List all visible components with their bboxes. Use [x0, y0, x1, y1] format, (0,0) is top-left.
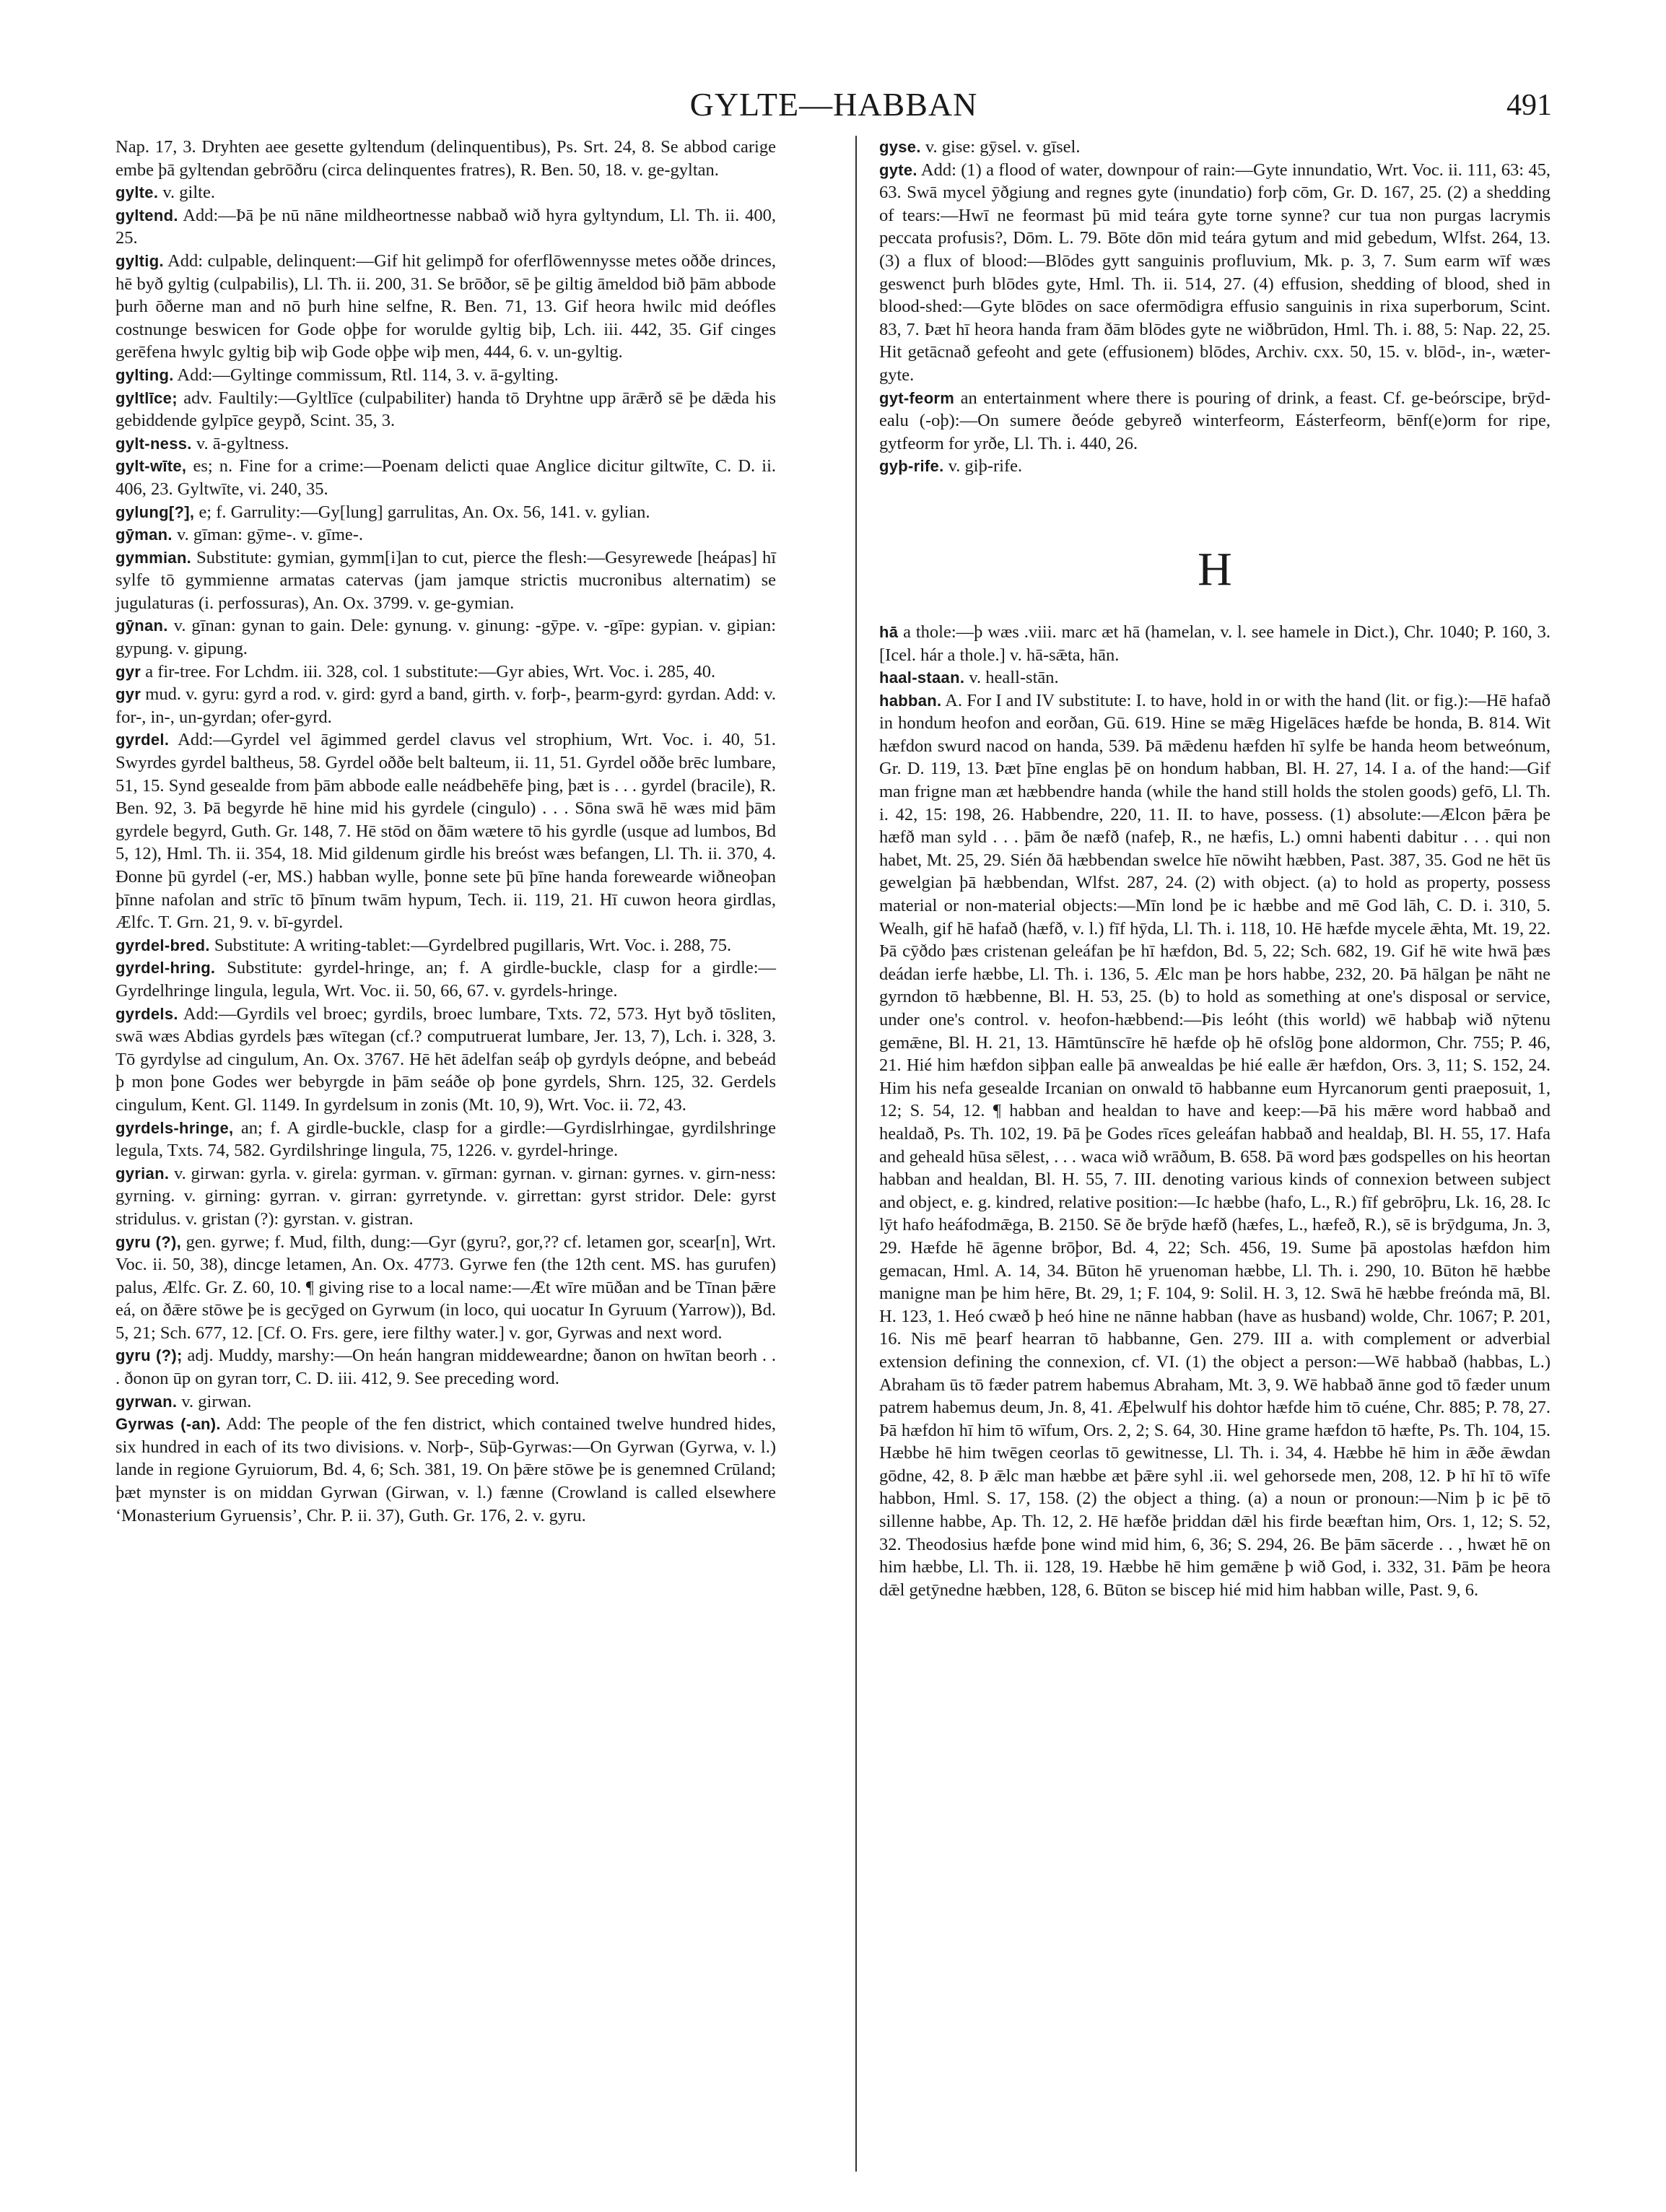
dictionary-entry	[115, 501, 776, 524]
dictionary-entry	[115, 387, 776, 432]
entry-text: Add: (1) a flood of water, downpour of rain:—Gyte innundatio, Wrt. Voc. ii. 111, 63: 45, 63. Swā mycel ȳðgiung and regnes gyte (inundatio) forþ cōm, Gr. D. 167, 25. (2) a shedding of tears:—Hwī ne feormast þū mid teára gyte torne synne? cur tua non purgas lacrymis peccata profusis?, Dōm. L. 79. Bōte dōn mid teára gytum and mid gebedum, Wlfst. 264, 13. (3) a flux of blood:—Blōdes gytt sanguinis profluvium, Mk. p. 3, 7. Sum earm wīf wæs geswenct þurh blōdes gyte, Hml. Th. ii. 514, 27. (4) effusion, shedding of blood, shed in blood-shed:—Gyte blōdes on sace ofermōdigra effusio sanguinis in rixa superborum, Scint. 83, 7. Þæt hī heora handa fram ðām blōdes gyte ne wiðbrūdon, Hml. Th. i. 88, 5: Nap. 22, 25. Hit getācnað gefeoht and gete (effusionem) blōdes, Archiv. cxx. 50, 15. v. blōd-, in-, wæter-gyte.	[879, 160, 1551, 385]
entry-text: an; f. A girdle-buckle, clasp for a girdle:—Gyrdislrhingae, gyrdilshringe legula, Txts. 74, 582. Gyrdilshringe lingula, 75, 1226. v. gyrdel-hringe.	[115, 1118, 776, 1161]
entry-headword: gyrian.	[115, 1164, 170, 1183]
dictionary-entry	[115, 728, 776, 933]
entry-text: e; f. Garrulity:—Gy[lung] garrulitas, An. Ox. 56, 141. v. gylian.	[199, 502, 650, 522]
entry-headword: gyte.	[879, 160, 917, 179]
entry-text: Add:—Gyrdel vel āgimmed gerdel clavus vel strophium, Wrt. Voc. i. 40, 51. Swyrdes gyrdel baltheus, 58. Gyrdel oððe belt balteum, ii. 11, 51. Gyrdel oððe brēc lumbare, 51, 15. Synd gesealde from þām abbode ealle neádbehēfe þing, þæt is . . . gyrdel (bracile), R. Ben. 92, 3. Þā begyrde hē hine mid his gyrdele (cingulo) . . . Sōna swā hē wæs mid þām gyrdele begyrd, Guth. Gr. 148, 7. Hē stōd on ðām wætere tō his gyrdle (usque ad lumbos, Bd 5, 12), Hml. Th. ii. 354, 18. Mid gildenum girdle his breóst wæs befangen, Ll. Th. ii. 370, 4. Ðonne þū gyrdel (-er, MS.) habban wylle, þonne sete þū þīne handa forewearde wiðneoþan þīnne nafolan and strīc tō þīnum twām hypum, Tech. ii. 119, 21. Hī cuwon heora girdlas, Ælfc. T. Grn. 21, 9. v. bī-gyrdel.	[115, 730, 776, 933]
dictionary-entry	[115, 1231, 776, 1345]
entry-text: gen. gyrwe; f. Mud, filth, dung:—Gyr (gyru?, gor,?? cf. letamen gor, scear[n], Wrt. Voc. ii. 50, 38), dincge letamen, An. Ox. 4773. Gyrwe fen (the 12th cent. MS. has gurufen) palus, Ælfc. Gr. Z. 60, 10. ¶ giving rise to a local name:—Æt wīre mūðan and be Tīnan þǣre eá, on ðǣre stōwe þe is gecȳged on Gyrwum (in loco, qui uocatur In Gyruum (Yarrow)), Bd. 5, 21; Sch. 677, 12. [Cf. O. Frs. gere, iere filthy water.] v. gor, Gyrwas and next word.	[115, 1232, 776, 1343]
entry-headword: gyru (?),	[115, 1232, 182, 1251]
dictionary-entry	[115, 547, 776, 615]
entry-headword: gyse.	[879, 138, 921, 156]
dictionary-entry	[115, 455, 776, 500]
entry-headword: gȳnan.	[115, 617, 168, 635]
entry-headword: gyrdel-hring.	[115, 959, 216, 977]
dictionary-entry	[879, 455, 1551, 478]
page-number: 491	[1506, 89, 1552, 122]
entry-headword: gyr	[115, 662, 141, 681]
entry-text: v. heall-stān.	[969, 668, 1059, 688]
entry-text: v. gīnan: gynan to gain. Dele: gynung. v. ginung: -gȳpe. v. -gīpe: gypian. v. gipian: gypung. v. gipung.	[115, 616, 777, 659]
dictionary-entry	[115, 523, 776, 547]
section-letter-heading: H	[1198, 542, 1232, 596]
dictionary-entry	[879, 159, 1551, 387]
entry-headword: gylt-wīte,	[115, 457, 187, 476]
dictionary-entry	[879, 666, 1551, 689]
entry-text: Substitute: A writing-tablet:—Gyrdelbred pugillaris, Wrt. Voc. i. 288, 75.	[214, 935, 732, 955]
entry-headword: gyltlīce;	[115, 388, 178, 407]
entry-text: mud. v. gyru: gyrd a rod. v. gird: gyrd a band, girth. v. forþ-, þearm-gyrd: gyrdan. Add: v. for-, in-, un-gyrdan; ofer-gyrd.	[115, 684, 776, 727]
entry-text: es; n. Fine for a crime:—Poenam delicti quae Anglice dicitur giltwīte, C. D. ii. 406, 23. Gyltwīte, vi. 240, 35.	[115, 456, 777, 499]
dictionary-entry	[115, 683, 776, 728]
entry-headword: gyrdel-bred.	[115, 936, 210, 954]
entry-headword: gyltig.	[115, 251, 164, 270]
entry-headword: gȳman.	[115, 526, 173, 544]
dictionary-entry	[115, 1413, 776, 1527]
page-header	[115, 85, 1552, 129]
dictionary-entry	[115, 614, 776, 660]
entry-text: Add: The people of the fen district, which contained twelve hundred hides, six hundred in each of its two divisions. v. Norþ-, Sūþ-Gyrwas:—On Gyrwan (Gyrwa, v. l.) lande in regione Gyruiorum, Bd. 4, 6; Sch. 381, 19. On þǣre stōwe þe is genemned Crūland; þæt mynster is on middan Gyrwan (Girwan, v. l.) fænne (Crowland is called elsewhere ‘Monasterium Gyruensis’, Chr. P. ii. 37), Guth. Gr. 176, 2. v. gyru.	[115, 1414, 776, 1525]
entry-headword: gyrdel.	[115, 731, 170, 749]
dictionary-entry	[115, 661, 776, 684]
entry-headword: gyt-feorm	[879, 388, 955, 407]
entry-headword: gyrdels.	[115, 1004, 178, 1023]
dictionary-entry	[115, 1162, 776, 1231]
entry-text: adj. Muddy, marshy:—On heán hangran middeweardne; ðanon on hwītan beorh . . . ðonon ūp on gyran torr, C. D. iii. 412, 9. See preceding word.	[115, 1346, 777, 1389]
entry-text: Add:—Þā þe nū nāne mildheortnesse nabbað wið hyra gyltyndum, Ll. Th. ii. 400, 25.	[115, 205, 776, 248]
dictionary-entry	[115, 934, 776, 957]
dictionary-entry	[879, 136, 1551, 159]
entry-headword: haal-staan.	[879, 669, 965, 687]
entry-text: an entertainment where there is pouring of drink, a feast. Cf. ge-beórscipe, brȳd-ealu (-oþ):—On sumere ðeóde gebyreð winterfeorm, Eásterfeorm, bēnf(e)orm for ripe, gytfeorm for yrðe, Ll. Th. i. 440, 26.	[879, 388, 1551, 453]
entry-text: Substitute: gyrdel-hringe, an; f. A girdle-buckle, clasp for a girdle:—Gyrdelhringe lingula, legula, Wrt. Voc. ii. 50, 66, 67. v. gyrdels-hringe.	[115, 958, 776, 1001]
dictionary-entry	[879, 387, 1551, 456]
entry-text: v. girwan.	[181, 1391, 252, 1411]
dictionary-entry	[115, 432, 776, 456]
right-column-entries-top	[879, 136, 1551, 478]
entry-text: v. giþ-rife.	[948, 456, 1023, 476]
entry-headword: habban.	[879, 691, 942, 710]
dictionary-entry	[115, 136, 776, 181]
entry-headword: gyrwan.	[115, 1392, 178, 1411]
dictionary-entry	[115, 1003, 776, 1117]
dictionary-entry	[115, 1390, 776, 1414]
entry-text: a thole:—þ wæs .viii. marc æt hā (hamelan, v. l. see hamele in Dict.), Chr. 1040; P. 160, 3. [Icel. hár a thole.] v. hā-sǣta, hān.	[879, 622, 1551, 665]
entry-headword: gyru (?);	[115, 1346, 183, 1365]
dictionary-entry	[115, 957, 776, 1002]
dictionary-entry	[115, 1117, 776, 1162]
entry-text: Substitute: gymian, gymm[i]an to cut, pierce the flesh:—Gesyrewede [heápas] hī sylfe tō gymmienne armatas catervas (jam jamque strictis mucronibus alternatim) se jugulaturas (i. perfossuras), An. Ox. 3799. v. ge-gymian.	[115, 547, 776, 613]
entry-headword: gylte.	[115, 183, 159, 202]
right-column	[879, 136, 1551, 1601]
dictionary-entry	[879, 689, 1551, 1602]
entry-headword: gylting.	[115, 365, 174, 384]
entry-headword: gyr	[115, 685, 141, 704]
entry-headword: gyltend.	[115, 206, 178, 225]
dictionary-entry	[115, 250, 776, 364]
entry-text: v. ā-gyltness.	[196, 433, 289, 453]
dictionary-entry	[115, 364, 776, 387]
dictionary-entry	[115, 204, 776, 250]
right-column-entries-bottom	[879, 621, 1551, 1602]
dictionary-entry	[115, 1344, 776, 1390]
entry-headword: hā	[879, 622, 899, 641]
entry-text: v. gīman: gȳme-. v. gīme-.	[176, 525, 364, 545]
entry-headword: gylt-ness.	[115, 434, 192, 453]
dictionary-entry	[879, 621, 1551, 666]
entry-headword: Gyrwas (-an).	[115, 1415, 221, 1434]
entry-text: Nap. 17, 3. Dryhten aee gesette gyltendum (delinquentibus), Ps. Srt. 24, 8. Se abbod carige embe þā gyltendan gebrōðru (circa delinquentes fratres), R. Ben. 50, 18. v. ge-gyltan.	[115, 137, 776, 180]
entry-text: v. gise: gȳsel. v. gīsel.	[925, 137, 1081, 157]
dictionary-entry	[115, 181, 776, 204]
entry-text: Add:—Gyltinge commissum, Rtl. 114, 3. v. ā-gylting.	[177, 365, 559, 385]
entry-text: v. gilte.	[162, 183, 215, 203]
entry-text: v. girwan: gyrla. v. girela: gyrman. v. gīrman: gyrnan. v. girnan: gyrnes. v. girn-ness: gyrning. v. girning: gyrran. v. girran: gyrretynde. v. girrettan: gyrst stridor. Dele: gyrst stridulus. v. gristan (?): gyrstan. v. gistran.	[115, 1163, 777, 1229]
entry-text: Add: culpable, delinquent:—Gif hit gelimpð for oferflōwennysse metes oððe drinces, hē byð gyltig (culpabilis), Ll. Th. ii. 200, 31. Se brōðor, sē þe giltig āmeldod bið þām abbode þurh ōðerne man and nō þurh hine selfne, R. Ben. 71, 13. Gif heora hwilc mid deófles costnunge beswicen for Gode oþþe for worulde gyltig biþ, Lch. iii. 442, 35. Gif cinges gerēfena hwylc gyltig biþ wiþ Gode oþþe wiþ men, 444, 6. v. un-gyltig.	[115, 251, 776, 362]
entry-text: A. For I and IV substitute: I. to have, hold in or with the hand (lit. or fig.):—Hē hafað in hondum heofon and eorðan, Gū. 619. Hine se mǣg Higelāces hæfde be honda, B. 814. Wit hæfdon swurd nacod on handa, 539. Þā mǣdenu hæfden hī sylfe be handa heom betweónum, Gr. D. 119, 13. Þæt þīne englas þē on hondum habban, Bl. H. 27, 14. I a. of the hand:—Gif man frigne man æt hæbbendre handa (while the hand still holds the stolen goods) gefō, Ll. Th. i. 42, 15: 198, 26. Habbendre, 220, 11. II. to have, possess. (1) absolute:—Ælcon þǣra þe hæfð man syld . . . þām ðe næfð (nafeþ, R., ne hæfis, L.) omni habenti dabitur . . . qui non habet, Mt. 25, 29. Sién ðā hæbbendan swelce hīe nōwiht hæbben, Past. 387, 35. God ne hēt ūs gewelgian þā hæbbendan, Wlfst. 287, 24. (2) with object. (a) to hold as property, possess material or non-material objects:—Mīn lond þe ic hæbbe and mē God lāh, C. D. i. 310, 5. Wealh, gif hē hafað (hæfð, v. l.) fīf hȳda, Ll. Th. i. 118, 10. Hē hæfde mycele ǣhta, Mt. 19, 22. Þā cȳðdo þæs cristenan geleáfan þe hī hæfdon, Bd. 5, 22; Sch. 682, 19. Gif hē wite hwā þæs deádan ierfe hæbbe, Ll. Th. i. 136, 5. Ælc man þe hors habbe, 232, 20. Þā hālgan þe nāht ne gyrndon tō hæbbenne, Bl. H. 53, 25. (b) to hold as something at one's disposal or service, under one's control. v. heofon-hæbbend:—Þis leóht (this world) wē habbaþ wið nȳtenu gemǣne, Bl. H. 21, 13. Hāmtūnscīre hē hæfde oþ hē ofslōg þone aldormon, Chr. 755; P. 46, 21. Hié him hæfdon siþþan ealle þā anwealdas þe hié ealle ǣr hæfdon, Ors. 3, 11; S. 152, 24. Him his nefa gesealde Ircanian on onwald tō habbanne eum Hyrcanorum genti praeposuit, 1, 12; S. 54, 12. ¶ habban and healdan to have and keep:—Þā his mǣre word habbað and healdað, Ps. Th. 102, 19. Þā þe Godes rīces geleáfan habbað and healdaþ, Bl. H. 55, 17. Hafa and geheald hūsa sēlest, . . . waca wið wrāðum, B. 658. Þā word þæs godspelles on his heortan habban and healdan, Bl. H. 55, 7. III. denoting various kinds of connexion between subject and object, e. g. kindred, relative position:—Ic hæbbe (hafo, L., R.) fīf gebrōþru, Lk. 16, 28. Ic lȳt hafo heáfodmǣga, B. 2150. Sē ðe brȳde hæfð (hæfes, L., hæfeð, R.), sē is brȳdguma, Jn. 3, 29. Hæfde hē āgenne brōþor, Bd. 4, 22; Sch. 456, 19. Sume þā apostolas hæfdon him gemacan, Hml. A. 14, 34. Būton hē yruenoman hæbbe, Ll. Th. i. 290, 10. Būton hē hæbbe manigne man þe him hēre, Bt. 29, 1; F. 104, 9: Solil. H. 3, 12. Swā hē hæbbe freónda mā, Bl. H. 123, 1. Heó cwæð þ heó hine ne nānne habban (have as husband) wolde, Chr. 1067; P. 201, 16. Nis mē þearf hearran tō habbanne, Gen. 279. III a. with complement or adverbial extension defining the connexion, cf. VI. (1) the object a person:—Wē habbað (habbas, L.) Abraham ūs tō fæder patrem habemus Abraham, Mt. 3, 9. Wē habbað ānne god tō fæder unum patrem habemus deum, Jn. 8, 41. Æþelwulf his dohtor hæfde him tō cuéne, Chr. 885; P. 78, 27. Þā hæfdon hī him tō wīfum, Ors. 2, 2; S. 64, 30. Hine grame hæfdon tō hæfte, Ps. Th. 104, 15. Hæbbe hē him twēgen ceorlas tō gewitnesse, Ll. Th. i. 34, 4. Hæbbe hē him in ǣðe ǣwdan gōdne, 42, 8. Þ ǣlc man hæbbe æt þǣre syhl .ii. wel gehorsede men, 208, 12. Þ hī hī tō wīfe habbon, Hml. S. 17, 158. (2) the object a thing. (a) a noun or pronoun:—Nim þ ic þē tō sillenne habbe, Ap. Th. 12, 2. Hē hæfðe þriddan dǣl his firde beæftan him, Ors. 1, 12; S. 52, 32. Theodosius hæfde þone wind mid him, 6, 36; S. 294, 26. Be þām sācerde . . , hwæt hē on him hæbbe, Ll. Th. ii. 128, 19. Hæbbe hē him gemǣne þ wið God, i. 332, 31. Þām þe heora dǣl getȳnedne hæbben, 128, 6. Būton se biscep hié mid him habban wille, Past. 9, 6.	[879, 690, 1551, 1600]
column-divider	[855, 136, 857, 2172]
entry-headword: gymmian.	[115, 548, 192, 567]
entry-headword: gyþ-rife.	[879, 457, 944, 476]
running-title: GYLTE—HABBAN	[689, 86, 978, 123]
entry-headword: gyrdels-hringe,	[115, 1118, 234, 1137]
entry-text: adv. Faultily:—Gyltlīce (culpabiliter) handa tō Dryhtne upp ārǣrð sē þe dǣda his gebiddende gylpīce geypð, Scint. 35, 3.	[115, 388, 776, 431]
entry-text: a fir-tree. For Lchdm. iii. 328, col. 1 substitute:—Gyr abies, Wrt. Voc. i. 285, 40.	[145, 661, 716, 682]
entry-text: Add:—Gyrdils vel broec; gyrdils, broec lumbare, Txts. 72, 573. Hyt byð tōsliten, swā wæs Abdias gyrdels þæs wītegan (cf.? computruerat lumbare, Jer. 13, 7), Lch. i. 328, 3. Tō gyrdylse ad cingulum, An. Ox. 3767. Hē hēt ādelfan seáþ oþ gyrdyls deópne, and bebeád þ mon þone Godes wer bebyrgde in þām seáðe oþ þone gyrdels, Shrn. 125, 32. Gerdels cingulum, Kent. Gl. 1149. In gyrdelsum in zonis (Mt. 10, 9), Wrt. Voc. ii. 72, 43.	[115, 1003, 776, 1115]
entry-headword: gylung[?],	[115, 502, 195, 521]
left-column	[115, 136, 776, 1527]
